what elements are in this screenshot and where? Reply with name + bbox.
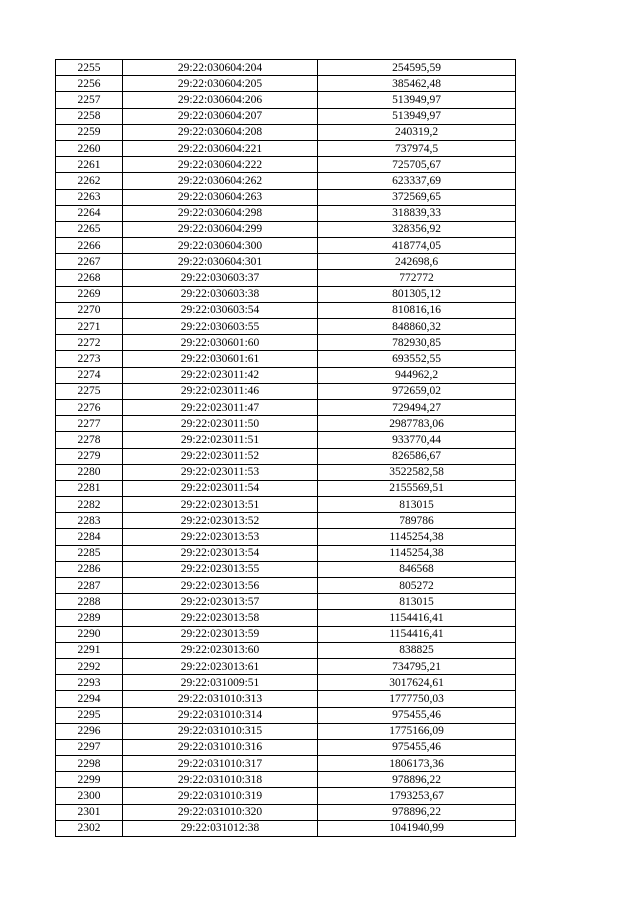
- cadastral-number-cell: 29:22:030604:263: [123, 189, 318, 205]
- cadastral-number-cell: 29:22:023013:52: [123, 513, 318, 529]
- cadastral-value-cell: 623337,69: [318, 173, 516, 189]
- cadastral-value-cell: 978896,22: [318, 772, 516, 788]
- cadastral-number-cell: 29:22:030604:300: [123, 238, 318, 254]
- cadastral-number-cell: 29:22:031009:51: [123, 675, 318, 691]
- cadastral-number-cell: 29:22:030604:204: [123, 60, 318, 76]
- table-row: [56, 108, 516, 124]
- cadastral-number-cell: 29:22:030604:221: [123, 140, 318, 156]
- row-number-cell: 2289: [56, 610, 123, 626]
- cadastral-number-cell: 29:22:030604:205: [123, 76, 318, 92]
- table-row: [56, 157, 516, 173]
- table-row: [56, 173, 516, 189]
- table-row: [56, 707, 516, 723]
- cadastral-value-cell: 1775166,09: [318, 723, 516, 739]
- cadastral-number-cell: 29:22:031010:317: [123, 756, 318, 772]
- row-number-cell: 2292: [56, 658, 123, 674]
- cadastral-value-cell: 1145254,38: [318, 545, 516, 561]
- table-row: [56, 335, 516, 351]
- row-number-cell: 2274: [56, 367, 123, 383]
- cadastral-value-cell: 848860,32: [318, 319, 516, 335]
- cadastral-number-cell: 29:22:031010:319: [123, 788, 318, 804]
- cadastral-value-cell: 729494,27: [318, 399, 516, 415]
- table-row: [56, 76, 516, 92]
- cadastral-number-cell: 29:22:023011:42: [123, 367, 318, 383]
- cadastral-value-cell: 813015: [318, 594, 516, 610]
- table-row: [56, 497, 516, 513]
- row-number-cell: 2266: [56, 238, 123, 254]
- cadastral-value-cell: 3522582,58: [318, 464, 516, 480]
- cadastral-number-cell: 29:22:030604:207: [123, 108, 318, 124]
- cadastral-number-cell: 29:22:023011:51: [123, 432, 318, 448]
- cadastral-number-cell: 29:22:030604:208: [123, 124, 318, 140]
- row-number-cell: 2301: [56, 804, 123, 820]
- cadastral-number-cell: 29:22:031010:315: [123, 723, 318, 739]
- cadastral-value-cell: 975455,46: [318, 739, 516, 755]
- table-row: [56, 545, 516, 561]
- table-row: [56, 788, 516, 804]
- cadastral-value-cell: 3017624,61: [318, 675, 516, 691]
- table-row: [56, 238, 516, 254]
- row-number-cell: 2300: [56, 788, 123, 804]
- table-row: [56, 416, 516, 432]
- table-row: [56, 772, 516, 788]
- row-number-cell: 2258: [56, 108, 123, 124]
- cadastral-value-cell: 513949,97: [318, 108, 516, 124]
- cadastral-value-cell: 1777750,03: [318, 691, 516, 707]
- cadastral-number-cell: 29:22:030601:61: [123, 351, 318, 367]
- cadastral-number-cell: 29:22:023011:50: [123, 416, 318, 432]
- cadastral-value-cell: 328356,92: [318, 221, 516, 237]
- table-row: [56, 642, 516, 658]
- row-number-cell: 2261: [56, 157, 123, 173]
- table-row: [56, 594, 516, 610]
- cadastral-value-cell: 318839,33: [318, 205, 516, 221]
- cadastral-value-cell: 813015: [318, 497, 516, 513]
- row-number-cell: 2278: [56, 432, 123, 448]
- table-row: [56, 480, 516, 496]
- cadastral-value-cell: 240319,2: [318, 124, 516, 140]
- cadastral-number-cell: 29:22:023011:46: [123, 383, 318, 399]
- row-number-cell: 2276: [56, 399, 123, 415]
- cadastral-value-cell: 772772: [318, 270, 516, 286]
- table-row: [56, 302, 516, 318]
- cadastral-value-cell: 693552,55: [318, 351, 516, 367]
- cadastral-value-cell: 2155569,51: [318, 480, 516, 496]
- row-number-cell: 2294: [56, 691, 123, 707]
- table-row: [56, 367, 516, 383]
- row-number-cell: 2290: [56, 626, 123, 642]
- cadastral-number-cell: 29:22:030603:37: [123, 270, 318, 286]
- cadastral-number-cell: 29:22:023013:51: [123, 497, 318, 513]
- cadastral-number-cell: 29:22:023013:54: [123, 545, 318, 561]
- table-row: [56, 529, 516, 545]
- cadastral-value-table: [55, 59, 516, 837]
- cadastral-value-cell: 513949,97: [318, 92, 516, 108]
- table-body: [56, 60, 516, 837]
- row-number-cell: 2293: [56, 675, 123, 691]
- table-row: [56, 804, 516, 820]
- cadastral-number-cell: 29:22:023013:56: [123, 578, 318, 594]
- row-number-cell: 2260: [56, 140, 123, 156]
- row-number-cell: 2262: [56, 173, 123, 189]
- cadastral-value-cell: 801305,12: [318, 286, 516, 302]
- row-number-cell: 2286: [56, 561, 123, 577]
- table-row: [56, 561, 516, 577]
- cadastral-value-cell: 944962,2: [318, 367, 516, 383]
- row-number-cell: 2279: [56, 448, 123, 464]
- cadastral-value-cell: 978896,22: [318, 804, 516, 820]
- cadastral-value-cell: 737974,5: [318, 140, 516, 156]
- row-number-cell: 2283: [56, 513, 123, 529]
- table-row: [56, 513, 516, 529]
- row-number-cell: 2256: [56, 76, 123, 92]
- row-number-cell: 2280: [56, 464, 123, 480]
- table-row: [56, 92, 516, 108]
- cadastral-number-cell: 29:22:023013:53: [123, 529, 318, 545]
- cadastral-value-cell: 933770,44: [318, 432, 516, 448]
- row-number-cell: 2288: [56, 594, 123, 610]
- cadastral-number-cell: 29:22:023013:55: [123, 561, 318, 577]
- row-number-cell: 2285: [56, 545, 123, 561]
- row-number-cell: 2298: [56, 756, 123, 772]
- table-row: [56, 189, 516, 205]
- row-number-cell: 2257: [56, 92, 123, 108]
- cadastral-value-cell: 725705,67: [318, 157, 516, 173]
- cadastral-number-cell: 29:22:030604:206: [123, 92, 318, 108]
- cadastral-value-cell: 1041940,99: [318, 820, 516, 836]
- row-number-cell: 2269: [56, 286, 123, 302]
- row-number-cell: 2267: [56, 254, 123, 270]
- cadastral-number-cell: 29:22:030604:299: [123, 221, 318, 237]
- cadastral-number-cell: 29:22:031012:38: [123, 820, 318, 836]
- table-row: [56, 140, 516, 156]
- cadastral-value-cell: 838825: [318, 642, 516, 658]
- cadastral-value-cell: 1154416,41: [318, 610, 516, 626]
- cadastral-number-cell: 29:22:030604:301: [123, 254, 318, 270]
- table-row: [56, 270, 516, 286]
- row-number-cell: 2263: [56, 189, 123, 205]
- cadastral-number-cell: 29:22:031010:318: [123, 772, 318, 788]
- cadastral-value-cell: 1154416,41: [318, 626, 516, 642]
- row-number-cell: 2275: [56, 383, 123, 399]
- cadastral-value-cell: 975455,46: [318, 707, 516, 723]
- cadastral-number-cell: 29:22:023013:58: [123, 610, 318, 626]
- cadastral-number-cell: 29:22:030603:55: [123, 319, 318, 335]
- cadastral-number-cell: 29:22:030603:38: [123, 286, 318, 302]
- cadastral-value-cell: 385462,48: [318, 76, 516, 92]
- cadastral-number-cell: 29:22:031010:314: [123, 707, 318, 723]
- row-number-cell: 2270: [56, 302, 123, 318]
- table-row: [56, 432, 516, 448]
- cadastral-number-cell: 29:22:030603:54: [123, 302, 318, 318]
- row-number-cell: 2281: [56, 480, 123, 496]
- table-row: [56, 221, 516, 237]
- row-number-cell: 2284: [56, 529, 123, 545]
- table-row: [56, 723, 516, 739]
- table-row: [56, 60, 516, 76]
- cadastral-value-cell: 789786: [318, 513, 516, 529]
- cadastral-number-cell: 29:22:031010:320: [123, 804, 318, 820]
- cadastral-value-cell: 805272: [318, 578, 516, 594]
- table-row: [56, 464, 516, 480]
- cadastral-value-cell: 2987783,06: [318, 416, 516, 432]
- row-number-cell: 2296: [56, 723, 123, 739]
- row-number-cell: 2299: [56, 772, 123, 788]
- table-row: [56, 254, 516, 270]
- cadastral-value-cell: 782930,85: [318, 335, 516, 351]
- cadastral-value-cell: 418774,05: [318, 238, 516, 254]
- row-number-cell: 2271: [56, 319, 123, 335]
- cadastral-number-cell: 29:22:030601:60: [123, 335, 318, 351]
- row-number-cell: 2259: [56, 124, 123, 140]
- row-number-cell: 2268: [56, 270, 123, 286]
- row-number-cell: 2255: [56, 60, 123, 76]
- table-row: [56, 286, 516, 302]
- cadastral-number-cell: 29:22:031010:316: [123, 739, 318, 755]
- cadastral-value-cell: 810816,16: [318, 302, 516, 318]
- table-row: [56, 675, 516, 691]
- cadastral-value-cell: 254595,59: [318, 60, 516, 76]
- cadastral-number-cell: 29:22:030604:262: [123, 173, 318, 189]
- cadastral-number-cell: 29:22:023013:61: [123, 658, 318, 674]
- cadastral-value-cell: 372569,65: [318, 189, 516, 205]
- table-row: [56, 399, 516, 415]
- row-number-cell: 2302: [56, 820, 123, 836]
- cadastral-number-cell: 29:22:023013:60: [123, 642, 318, 658]
- cadastral-value-cell: 826586,67: [318, 448, 516, 464]
- row-number-cell: 2277: [56, 416, 123, 432]
- table-row: [56, 610, 516, 626]
- cadastral-value-cell: 734795,21: [318, 658, 516, 674]
- row-number-cell: 2297: [56, 739, 123, 755]
- cadastral-number-cell: 29:22:030604:222: [123, 157, 318, 173]
- cadastral-value-cell: 242698,6: [318, 254, 516, 270]
- table-row: [56, 383, 516, 399]
- cadastral-value-cell: 972659,02: [318, 383, 516, 399]
- cadastral-number-cell: 29:22:030604:298: [123, 205, 318, 221]
- table-row: [56, 626, 516, 642]
- cadastral-number-cell: 29:22:023011:54: [123, 480, 318, 496]
- table-row: [56, 205, 516, 221]
- cadastral-value-cell: 846568: [318, 561, 516, 577]
- table-row: [56, 448, 516, 464]
- cadastral-number-cell: 29:22:023011:52: [123, 448, 318, 464]
- cadastral-number-cell: 29:22:031010:313: [123, 691, 318, 707]
- row-number-cell: 2265: [56, 221, 123, 237]
- table-row: [56, 820, 516, 836]
- cadastral-value-cell: 1145254,38: [318, 529, 516, 545]
- cadastral-number-cell: 29:22:023013:59: [123, 626, 318, 642]
- row-number-cell: 2272: [56, 335, 123, 351]
- cadastral-number-cell: 29:22:023011:47: [123, 399, 318, 415]
- row-number-cell: 2273: [56, 351, 123, 367]
- table-row: [56, 658, 516, 674]
- cadastral-value-cell: 1806173,36: [318, 756, 516, 772]
- cadastral-number-cell: 29:22:023011:53: [123, 464, 318, 480]
- table-row: [56, 319, 516, 335]
- cadastral-value-cell: 1793253,67: [318, 788, 516, 804]
- table-row: [56, 351, 516, 367]
- table-row: [56, 739, 516, 755]
- table-row: [56, 756, 516, 772]
- table-row: [56, 124, 516, 140]
- table-row: [56, 691, 516, 707]
- row-number-cell: 2264: [56, 205, 123, 221]
- row-number-cell: 2295: [56, 707, 123, 723]
- table-row: [56, 578, 516, 594]
- row-number-cell: 2291: [56, 642, 123, 658]
- row-number-cell: 2287: [56, 578, 123, 594]
- row-number-cell: 2282: [56, 497, 123, 513]
- cadastral-number-cell: 29:22:023013:57: [123, 594, 318, 610]
